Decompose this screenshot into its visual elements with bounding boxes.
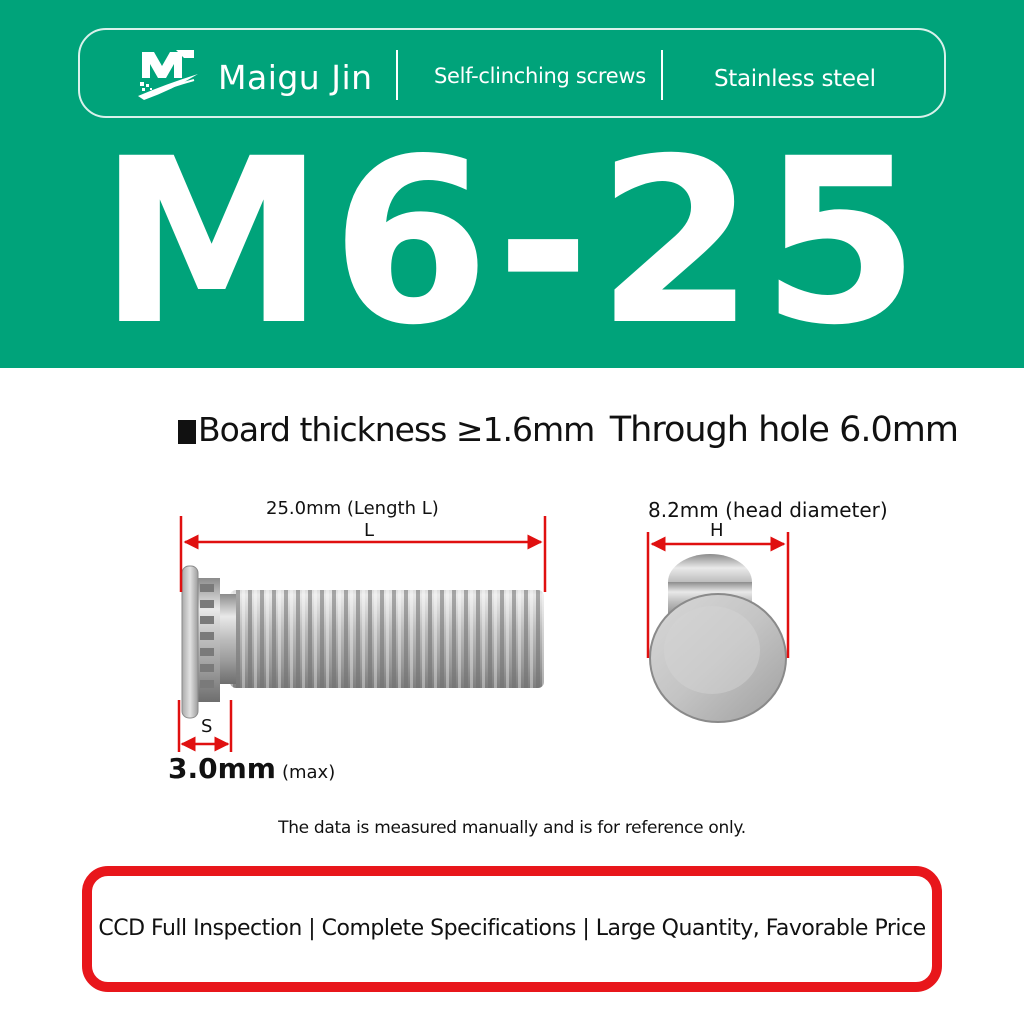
screw-side-view bbox=[182, 566, 544, 718]
reference-note: The data is measured manually and is for reference only. bbox=[278, 818, 746, 838]
features-box bbox=[82, 866, 942, 992]
length-label: 25.0mm (Length L) bbox=[266, 498, 439, 519]
length-dimension bbox=[181, 516, 545, 592]
length-symbol: L bbox=[364, 520, 375, 541]
head-diameter-label: 8.2mm (head diameter) bbox=[648, 498, 888, 522]
model-title: M6-25 bbox=[98, 109, 926, 375]
product-type-tag: Self-clinching screws bbox=[434, 64, 646, 88]
through-hole-text: Through hole 6.0mm bbox=[609, 410, 958, 450]
screw-head-view bbox=[650, 554, 786, 722]
s-max-value bbox=[168, 752, 335, 785]
board-thickness-text: Board thickness ≥1.6mm bbox=[198, 410, 595, 449]
material-tag: Stainless steel bbox=[714, 66, 876, 92]
s-value: 3.0mm bbox=[168, 752, 276, 785]
head-symbol: H bbox=[710, 520, 724, 541]
s-symbol: S bbox=[201, 716, 213, 737]
brand-name: Maigu Jin bbox=[218, 58, 373, 97]
features-text: CCD Full Inspection | Complete Specifications | Large Quantity, Favorable Price bbox=[98, 916, 926, 941]
s-unit: (max) bbox=[281, 762, 336, 783]
